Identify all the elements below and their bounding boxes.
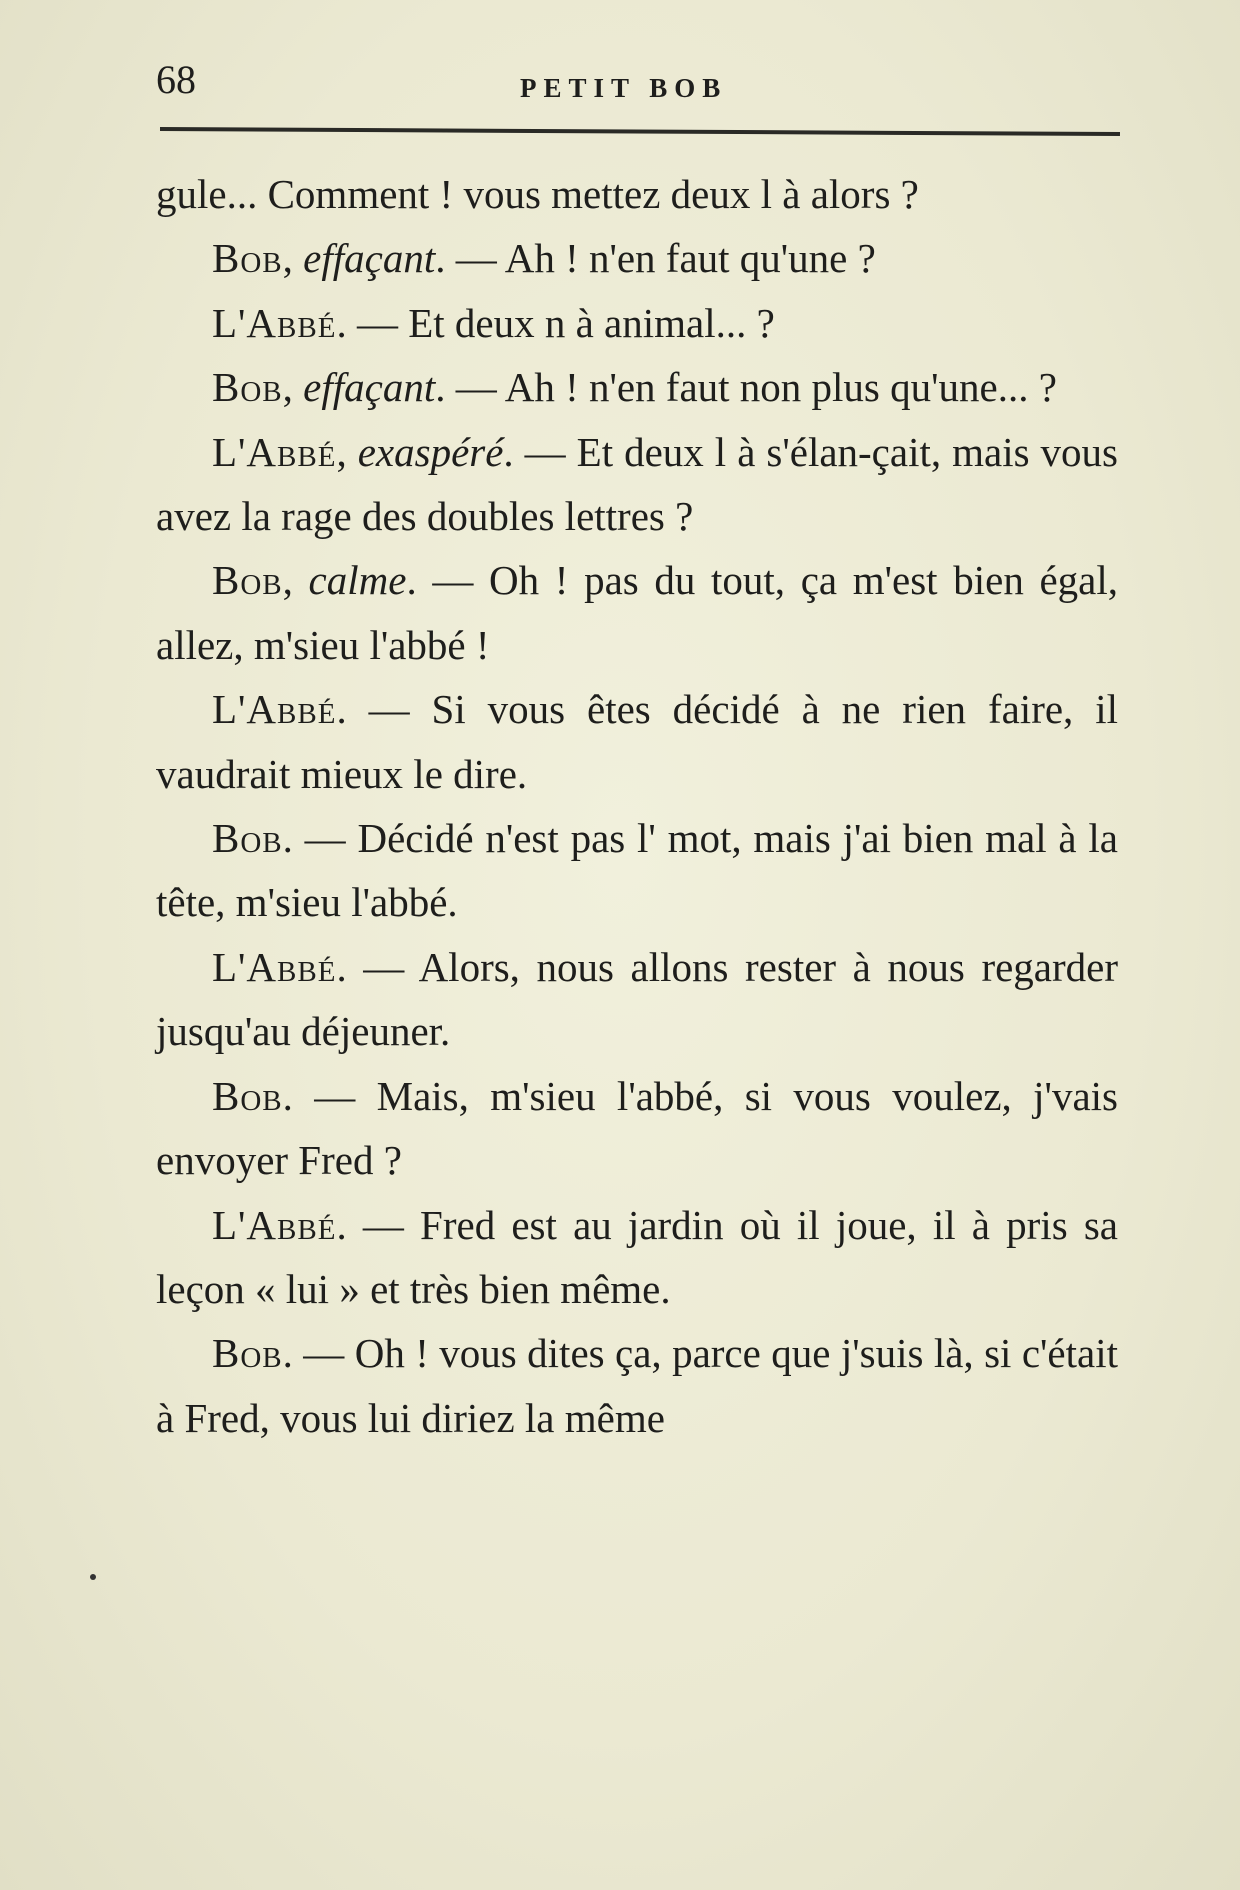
dialogue-text: . — Et deux l à s'élan-çait, mais vous avez la rage des doubles lettres ?	[156, 428, 1119, 540]
dialogue-paragraph	[156, 1193, 1118, 1322]
dialogue-paragraph	[156, 806, 1118, 935]
dialogue-text: . — Et deux n à animal... ?	[336, 299, 775, 346]
dialogue-paragraph	[156, 226, 1118, 290]
dialogue-text: . — Décidé n'est pas l' mot, mais j'ai bien mal à la tête, m'sieu l'abbé.	[156, 815, 1118, 926]
running-title: PETIT BOB	[520, 73, 728, 103]
dialogue-paragraph	[156, 291, 1118, 355]
speaker-name: Bob	[212, 1072, 283, 1119]
dialogue-text: . — Si vous êtes décidé à ne rien faire, il vaudrait mieux le dire.	[156, 686, 1118, 797]
dialogue-paragraph	[156, 162, 1118, 226]
dialogue-paragraph	[156, 355, 1118, 419]
stage-direction: effaçant	[303, 364, 436, 411]
speaker-name: L'Abbé	[212, 299, 337, 346]
speaker-name: Bob	[212, 1330, 283, 1377]
dialogue-paragraph	[156, 420, 1118, 549]
dialogue-text: ,	[282, 235, 304, 282]
speaker-name: L'Abbé	[212, 943, 337, 990]
dialogue-paragraph	[156, 1321, 1118, 1450]
speaker-name: L'Abbé	[212, 686, 337, 733]
ink-speck	[90, 1574, 96, 1580]
header-rule	[160, 127, 1120, 136]
stage-direction: effaçant	[303, 235, 436, 282]
page-number: 68	[156, 57, 196, 102]
dialogue-text: . — Mais, m'sieu l'abbé, si vous voulez, j'vais envoyer Fred ?	[156, 1072, 1118, 1184]
speaker-name: Bob	[212, 235, 283, 282]
speaker-name: Bob	[212, 364, 283, 411]
speaker-name: Bob	[212, 557, 283, 604]
dialogue-text: . — Oh ! vous dites ça, parce que j'suis là, si c'était à Fred, vous lui diriez la même	[156, 1330, 1118, 1441]
dialogue-paragraph	[156, 548, 1118, 677]
page-text	[156, 162, 1118, 1450]
speaker-name: L'Abbé	[212, 428, 337, 475]
speaker-name: Bob	[212, 815, 283, 862]
dialogue-text: . — Oh ! pas du tout, ça m'est bien égal, allez, m'sieu l'abbé !	[156, 557, 1119, 668]
dialogue-paragraph	[156, 1064, 1118, 1193]
dialogue-text: ,	[336, 428, 358, 475]
stage-direction: calme	[308, 557, 407, 604]
dialogue-text: ,	[282, 364, 304, 411]
dialogue-text: . — Ah ! n'en faut non plus qu'une... ?	[435, 364, 1057, 411]
dialogue-text: . — Fred est au jardin où il joue, il à pris sa leçon « lui » et très bien même.	[156, 1201, 1118, 1312]
dialogue-text: gule... Comment ! vous mettez deux l à alors ?	[156, 171, 919, 217]
dialogue-paragraph	[156, 935, 1118, 1064]
speaker-name: L'Abbé	[212, 1201, 337, 1248]
dialogue-paragraph	[156, 677, 1118, 806]
dialogue-text: . — Alors, nous allons rester à nous regarder jusqu'au déjeuner.	[156, 943, 1118, 1055]
dialogue-text: . — Ah ! n'en faut qu'une ?	[435, 235, 876, 282]
dialogue-text: ,	[282, 557, 309, 604]
stage-direction: exaspéré	[357, 428, 504, 475]
